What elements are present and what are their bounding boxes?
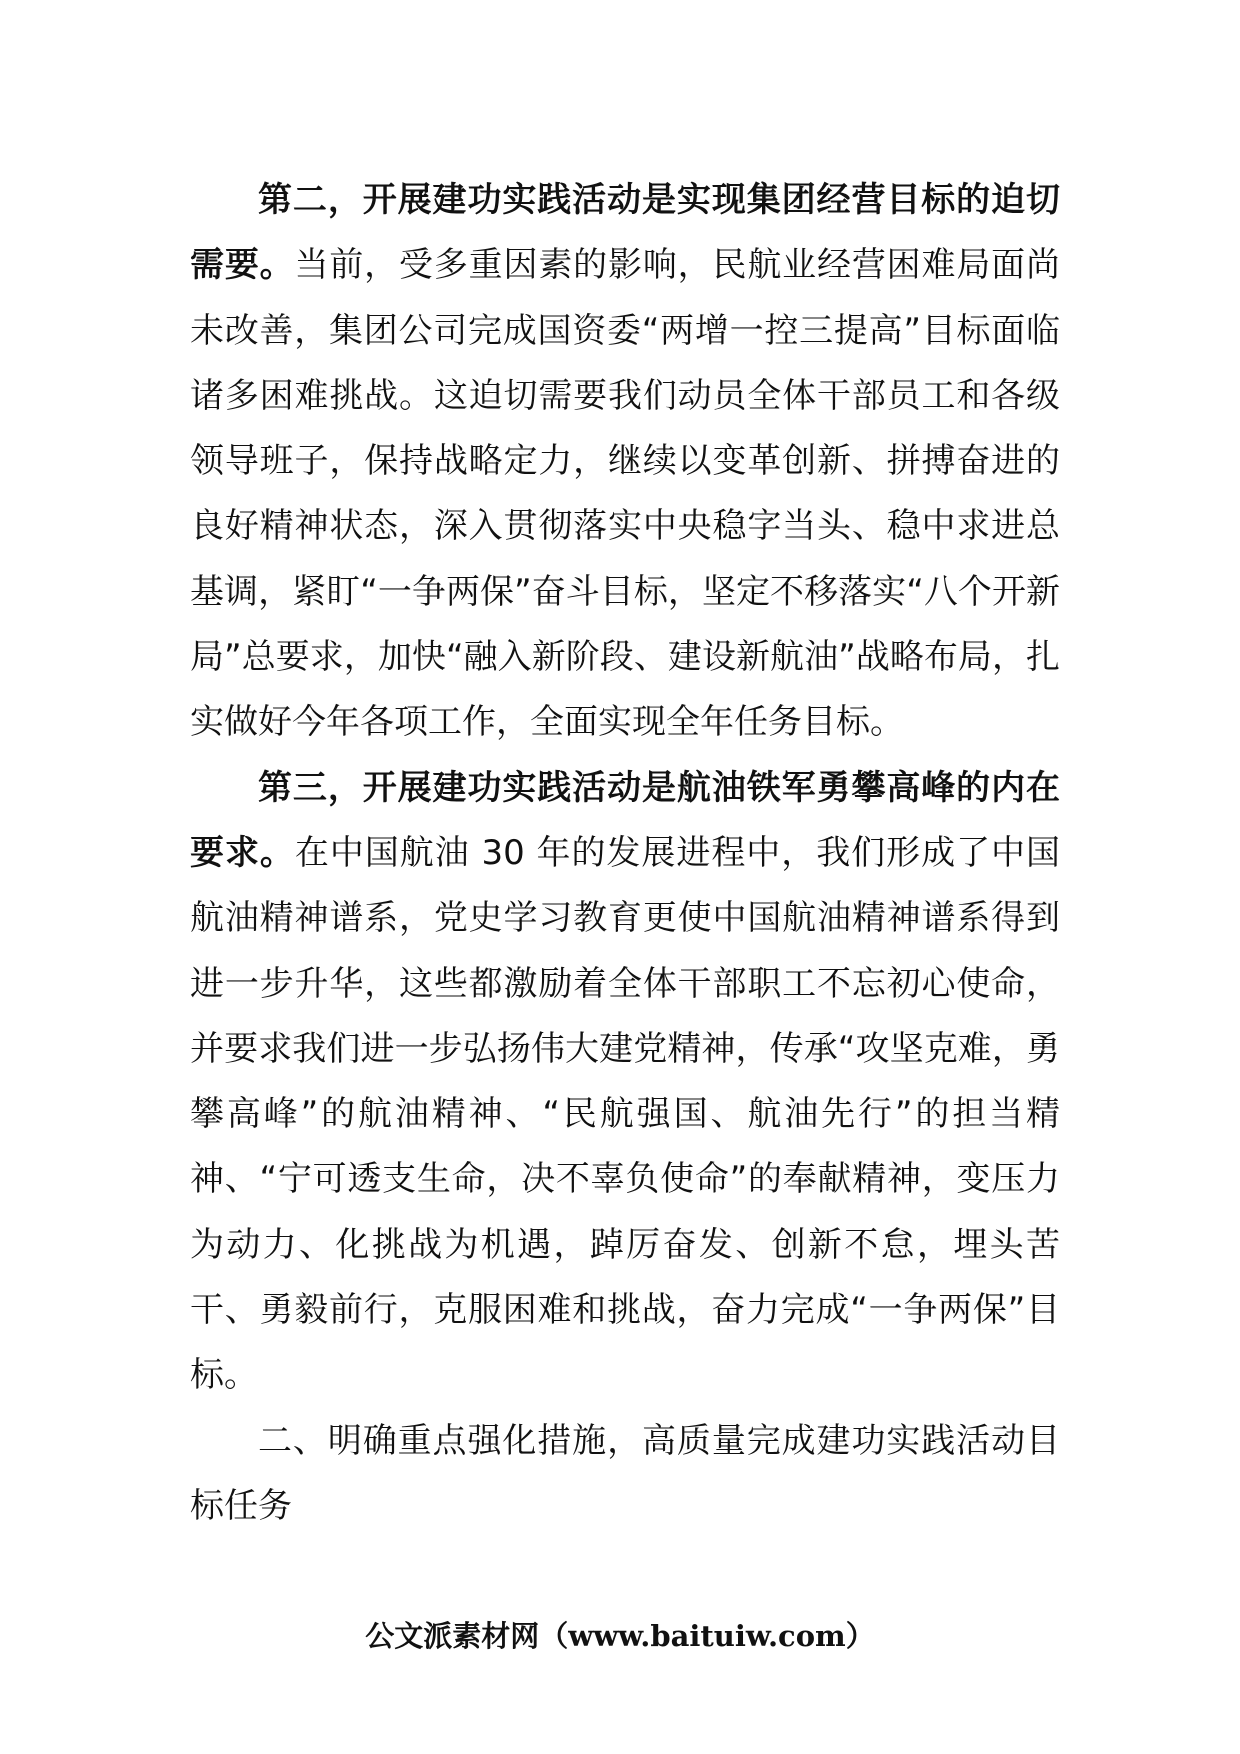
paragraph-second-point: [190, 168, 1060, 756]
document-body: [190, 168, 1060, 1539]
paragraph-third-point: [190, 756, 1060, 1409]
paragraph-lead: 第二，开展建功实践活动是实现集团经营目标的迫切需要。: [190, 180, 1060, 286]
section-heading: [190, 1409, 1060, 1540]
page-footer-watermark: 公文派素材网（www.baituiw.com）: [365, 1619, 875, 1653]
paragraph-text: 在中国航油 30 年的发展进程中，我们形成了中国航油精神谱系，党史学习教育更使中国航油精神谱系得到进一步升华，这些都激励着全体干部职工不忘初心使命，并要求我们进一步弘扬伟大建党精神，传承“攻坚克难，勇攀高峰”的航油精神、“民航强国、航油先行”的担当精神、“宁可透支生命，决不辜负使命”的奉献精神，变压力为动力、化挑战为机遇，踔厉奋发、创新不怠，埋头苦干、勇毅前行，克服困难和挑战，奋力完成“一争两保”目标。: [190, 832, 1060, 1396]
paragraph-text: 二、明确重点强化措施，高质量完成建功实践活动目标任务: [190, 1420, 1060, 1526]
paragraph-lead: 第三，开展建功实践活动是航油铁军勇攀高峰的内在要求。: [190, 767, 1060, 873]
paragraph-text: 当前，受多重因素的影响，民航业经营困难局面尚未改善，集团公司完成国资委“两增一控三提高”目标面临诸多困难挑战。这迫切需要我们动员全体干部员工和各级领导班子，保持战略定力，继续以变革创新、拼搏奋进的良好精神状态，深入贯彻落实中央稳字当头、稳中求进总基调，紧盯“一争两保”奋斗目标，坚定不移落实“八个开新局”总要求，加快“融入新阶段、建设新航油”战略布局，扎实做好今年各项工作，全面实现全年任务目标。: [190, 245, 1060, 743]
